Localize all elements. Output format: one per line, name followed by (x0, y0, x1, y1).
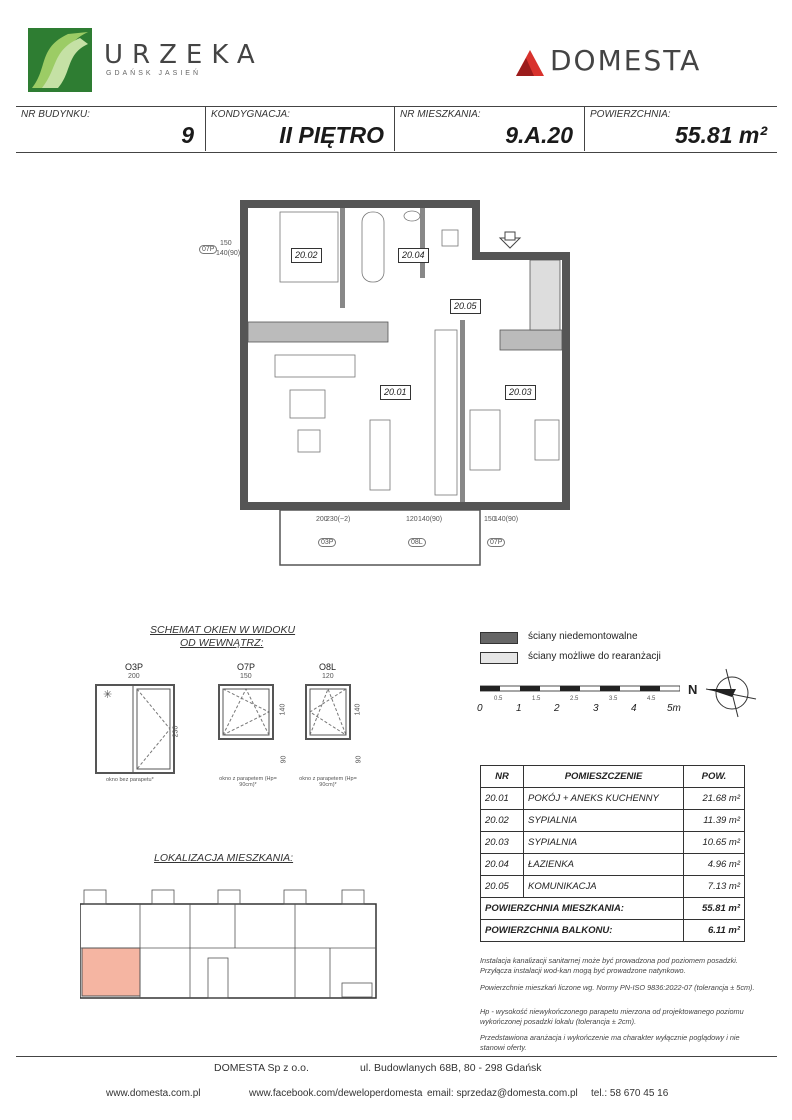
scale-minor-0: 0.5 (494, 696, 503, 702)
window-height-o3p: 230 (172, 725, 180, 738)
note-1: Instalacja kanalizacji sanitarnej może być prowadzona pod poziomem posadzki. Przyłącza instalacji wod-kan mogą być prowadzone natynkowo. (480, 956, 738, 975)
domesta-logo (516, 44, 766, 78)
total-flat-label: POWIERZCHNIA MIESZKANIA: (481, 898, 684, 920)
scale-minor-3: 3.5 (609, 696, 618, 702)
window-dim-w2: 200 (316, 516, 328, 523)
window-name-o3p: O3P (125, 662, 144, 672)
window-note-o7p: okno z parapetem (Hp= 90cm)* (219, 776, 277, 788)
project-subtitle: GDAŃSK JASIEŃ (106, 70, 202, 77)
note-2: Powierzchnie mieszkań liczone wg. Normy PN-ISO 9836:2022-07 (tolerancja ± 5cm). (480, 983, 755, 992)
total-balcony-value: 6.11 m² (684, 920, 745, 942)
table-row (481, 788, 745, 810)
scale-minor-4: 4.5 (647, 696, 656, 702)
room-tag-20-05: 20.05 (450, 299, 481, 314)
flat-cell (394, 107, 583, 151)
domesta-logo-mark (516, 46, 546, 76)
window-height-o8l: 140 (354, 703, 362, 716)
building-cell (16, 107, 204, 151)
window-drawing-o8l (305, 684, 351, 740)
room-tag-20-04: 20.04 (398, 248, 429, 263)
window-tag-07p-left: 07P (199, 245, 217, 254)
scale-minor-2: 2.5 (570, 696, 579, 702)
total-flat-row (481, 898, 745, 920)
window-width-o8l: 120 (322, 673, 334, 680)
row-name: SYPIALNIA (524, 832, 684, 854)
scale-major-3: 3 (593, 703, 599, 714)
footer-email[interactable]: email: sprzedaz@domesta.com.pl (427, 1088, 578, 1099)
windows-title-1: SCHEMAT OKIEN W WIDOKU (150, 624, 296, 636)
row-area: 11.39 m² (684, 810, 745, 832)
urzeka-logo-mark (28, 28, 92, 92)
footer-divider (16, 1056, 777, 1057)
table-header-room: POMIESZCZENIE (524, 766, 684, 788)
location-title: LOKALIZACJA MIESZKANIA: (154, 852, 294, 864)
area-cell (584, 107, 777, 151)
scale-major-2: 2 (554, 703, 560, 714)
area-label: POWIERZCHNIA: (590, 109, 671, 120)
window-dim-h1: 140(90) (216, 250, 241, 257)
table-header-nr: NR (481, 766, 524, 788)
room-tag-20-03: 20.03 (505, 385, 536, 400)
scale-bar (480, 684, 680, 694)
floor-value: II PIĘTRO (279, 122, 384, 148)
room-table (480, 765, 745, 942)
row-nr: 20.05 (481, 876, 524, 898)
window-drawing-o3p (95, 684, 175, 774)
window-name-o7p: O7P (237, 662, 256, 672)
row-name: POKÓJ + ANEKS KUCHENNY (524, 788, 684, 810)
scale-major-5: 5m (667, 703, 681, 714)
building-label: NR BUDYNKU: (21, 109, 90, 120)
window-tag-08l: 08L (408, 538, 426, 547)
table-header-area: POW. (684, 766, 745, 788)
window-height-o7p: 140 (279, 703, 287, 716)
scale-major-0: 0 (477, 703, 483, 714)
window-sill-o8l: 90 (355, 755, 363, 764)
window-dim-h2: 230(~2) (326, 516, 351, 523)
legend-solid-label: ściany niedemontowalne (528, 631, 638, 642)
row-area: 21.68 m² (684, 788, 745, 810)
total-flat-value: 55.81 m² (684, 898, 745, 920)
window-dim-w4: 150 (484, 516, 496, 523)
building-value: 9 (181, 122, 194, 148)
row-name: KOMUNIKACJA (524, 876, 684, 898)
row-area: 4.96 m² (684, 854, 745, 876)
floor-label: KONDYGNACJA: (211, 109, 290, 120)
table-row (481, 854, 745, 876)
window-dim-h4: 140(90) (494, 516, 519, 523)
total-balcony-label: POWIERZCHNIA BALKONU: (481, 920, 684, 942)
room-tag-20-02: 20.02 (291, 248, 322, 263)
note-4: Przedstawiona aranżacja i wykończenie ma charakter wyłącznie poglądowy i nie stanowi oferty. (480, 1033, 740, 1052)
window-name-o8l: O8L (319, 662, 337, 672)
svg-text:✳: ✳ (103, 689, 113, 701)
flat-value: 9.A.20 (505, 122, 573, 148)
total-balcony-row (481, 920, 745, 942)
legend-light-swatch (480, 652, 518, 664)
window-note-o8l: okno z parapetem (Hp= 90cm)* (299, 776, 357, 788)
table-header-row (481, 766, 745, 788)
row-nr: 20.03 (481, 832, 524, 854)
window-note-o3p: okno bez parapetu* (106, 777, 154, 783)
compass-icon (702, 665, 758, 721)
footer-company: DOMESTA Sp z o.o. (214, 1062, 309, 1074)
window-tag-07p-right: 07P (487, 538, 505, 547)
window-drawing-o7p (218, 684, 274, 740)
north-label: N (688, 682, 698, 697)
location-plan (80, 888, 380, 1006)
row-area: 10.65 m² (684, 832, 745, 854)
legend-light-label: ściany możliwe do rearanżacji (528, 651, 661, 662)
urzeka-logo (28, 28, 264, 94)
footer-facebook[interactable]: www.facebook.com/deweloperdomesta (249, 1088, 423, 1099)
window-sill-o7p: 90 (280, 755, 288, 764)
window-width-o3p: 200 (128, 673, 140, 680)
scale-minor-1: 1.5 (532, 696, 541, 702)
room-tag-20-01: 20.01 (380, 385, 411, 400)
window-width-o7p: 150 (240, 673, 252, 680)
footer-website[interactable]: www.domesta.com.pl (106, 1088, 201, 1099)
flat-label: NR MIESZKANIA: (400, 109, 481, 120)
note-3: Hp - wysokość niewykończonego parapetu mierzona od projektowanego poziomu wykończonej posadzki lokalu (tolerancja ± 2cm). (480, 1007, 744, 1026)
scale-major-4: 4 (631, 703, 637, 714)
window-tag-03p: 03P (318, 538, 336, 547)
scale-major-1: 1 (516, 703, 522, 714)
footer-phone: tel.: 58 670 45 16 (591, 1088, 669, 1099)
row-nr: 20.02 (481, 810, 524, 832)
windows-title-2: OD WEWNĄTRZ: (180, 637, 264, 649)
row-nr: 20.01 (481, 788, 524, 810)
row-area: 7.13 m² (684, 876, 745, 898)
table-row (481, 832, 745, 854)
floor-cell (205, 107, 394, 151)
table-row (481, 810, 745, 832)
project-name: URZEKA (104, 40, 264, 70)
row-nr: 20.04 (481, 854, 524, 876)
row-name: ŁAZIENKA (524, 854, 684, 876)
window-dim-w1: 150 (220, 240, 232, 247)
developer-name: DOMESTA (550, 44, 702, 77)
legend-solid-swatch (480, 632, 518, 644)
row-name: SYPIALNIA (524, 810, 684, 832)
table-row (481, 876, 745, 898)
footer-address: ul. Budowlanych 68B, 80 - 298 Gdańsk (360, 1062, 542, 1074)
window-dim-w3: 120 (406, 516, 418, 523)
window-dim-h3: 140(90) (418, 516, 443, 523)
area-value: 55.81 m² (674, 122, 767, 148)
